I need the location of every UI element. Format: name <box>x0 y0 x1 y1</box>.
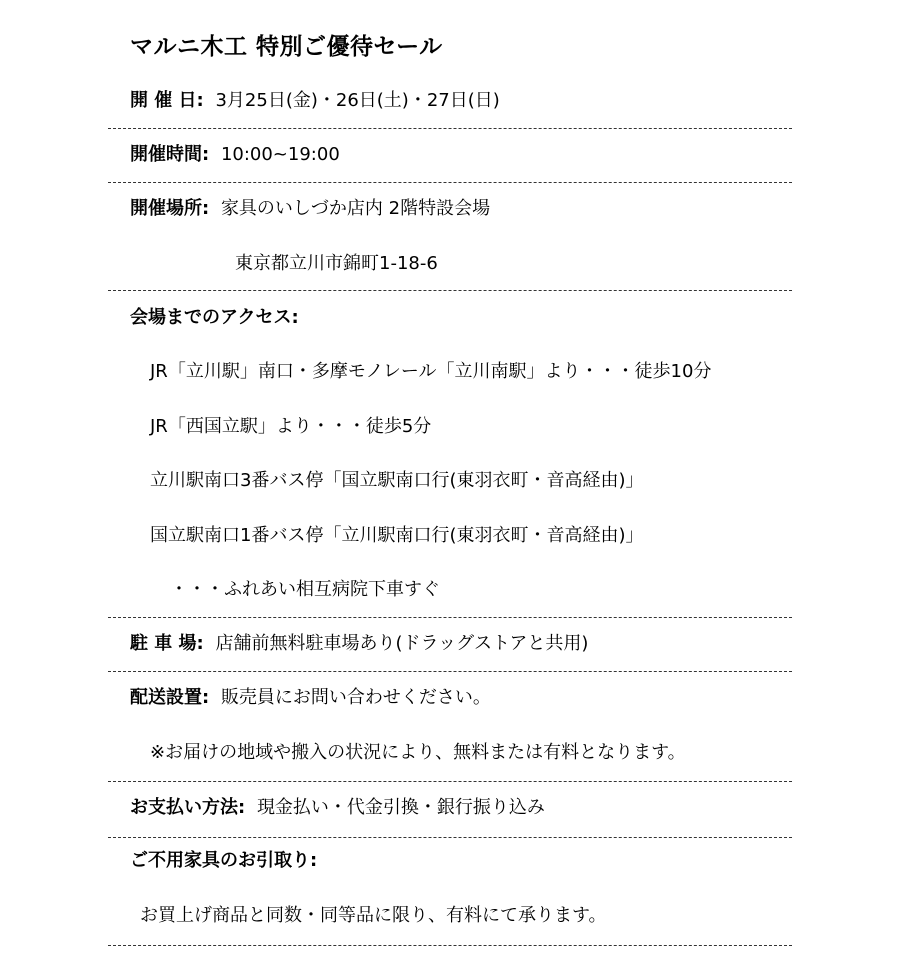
divider <box>108 128 792 129</box>
venue-address: 東京都立川市錦町1-18-6 <box>235 253 438 274</box>
delivery-value: 販売員にお問い合わせください。 <box>220 687 491 708</box>
payment-row <box>130 796 545 820</box>
delivery-row <box>130 686 491 710</box>
access-label: 会場までのアクセス: <box>130 307 299 328</box>
time-value: 10:00~19:00 <box>220 144 340 165</box>
access-line: JR「立川駅」南口・多摩モノレール「立川南駅」より・・・徒歩10分 <box>150 361 712 382</box>
date-row <box>130 89 500 113</box>
venue-value: 家具のいしづか店内 2階特設会場 <box>220 198 491 219</box>
access-line: JR「西国立駅」より・・・徒歩5分 <box>150 416 432 437</box>
parking-value: 店舗前無料駐車場あり(ドラッグストアと共用) <box>215 633 589 654</box>
date-label: 開 催 日: <box>130 90 204 111</box>
pickup-label: ご不用家具のお引取り: <box>130 850 318 871</box>
page-title: マルニ木工 特別ご優待セール <box>130 34 443 60</box>
access-line: 立川駅南口3番バス停「国立駅南口行(東羽衣町・音高経由)」 <box>150 470 644 491</box>
divider <box>108 182 792 183</box>
divider <box>108 781 792 782</box>
divider <box>108 945 792 946</box>
divider <box>108 837 792 838</box>
access-line: ・・・ふれあい相互病院下車すぐ <box>170 579 440 600</box>
venue-row <box>130 197 490 221</box>
payment-value: 現金払い・代金引換・銀行振り込み <box>256 797 545 818</box>
divider <box>108 671 792 672</box>
payment-label: お支払い方法: <box>130 797 246 818</box>
access-line: 国立駅南口1番バス停「立川駅南口行(東羽衣町・音高経由)」 <box>150 525 644 546</box>
venue-label: 開催場所: <box>130 198 210 219</box>
date-value: 3月25日(金)・26日(土)・27日(日) <box>215 90 500 111</box>
pickup-value: お買上げ商品と同数・同等品に限り、有料にて承ります。 <box>140 905 607 926</box>
time-row <box>130 143 340 167</box>
delivery-label: 配送設置: <box>130 687 210 708</box>
parking-label: 駐 車 場: <box>130 633 204 654</box>
delivery-note: ※お届けの地域や搬入の状況により、無料または有料となります。 <box>150 742 686 763</box>
divider <box>108 290 792 291</box>
time-label: 開催時間: <box>130 144 210 165</box>
divider <box>108 617 792 618</box>
parking-row <box>130 632 588 656</box>
